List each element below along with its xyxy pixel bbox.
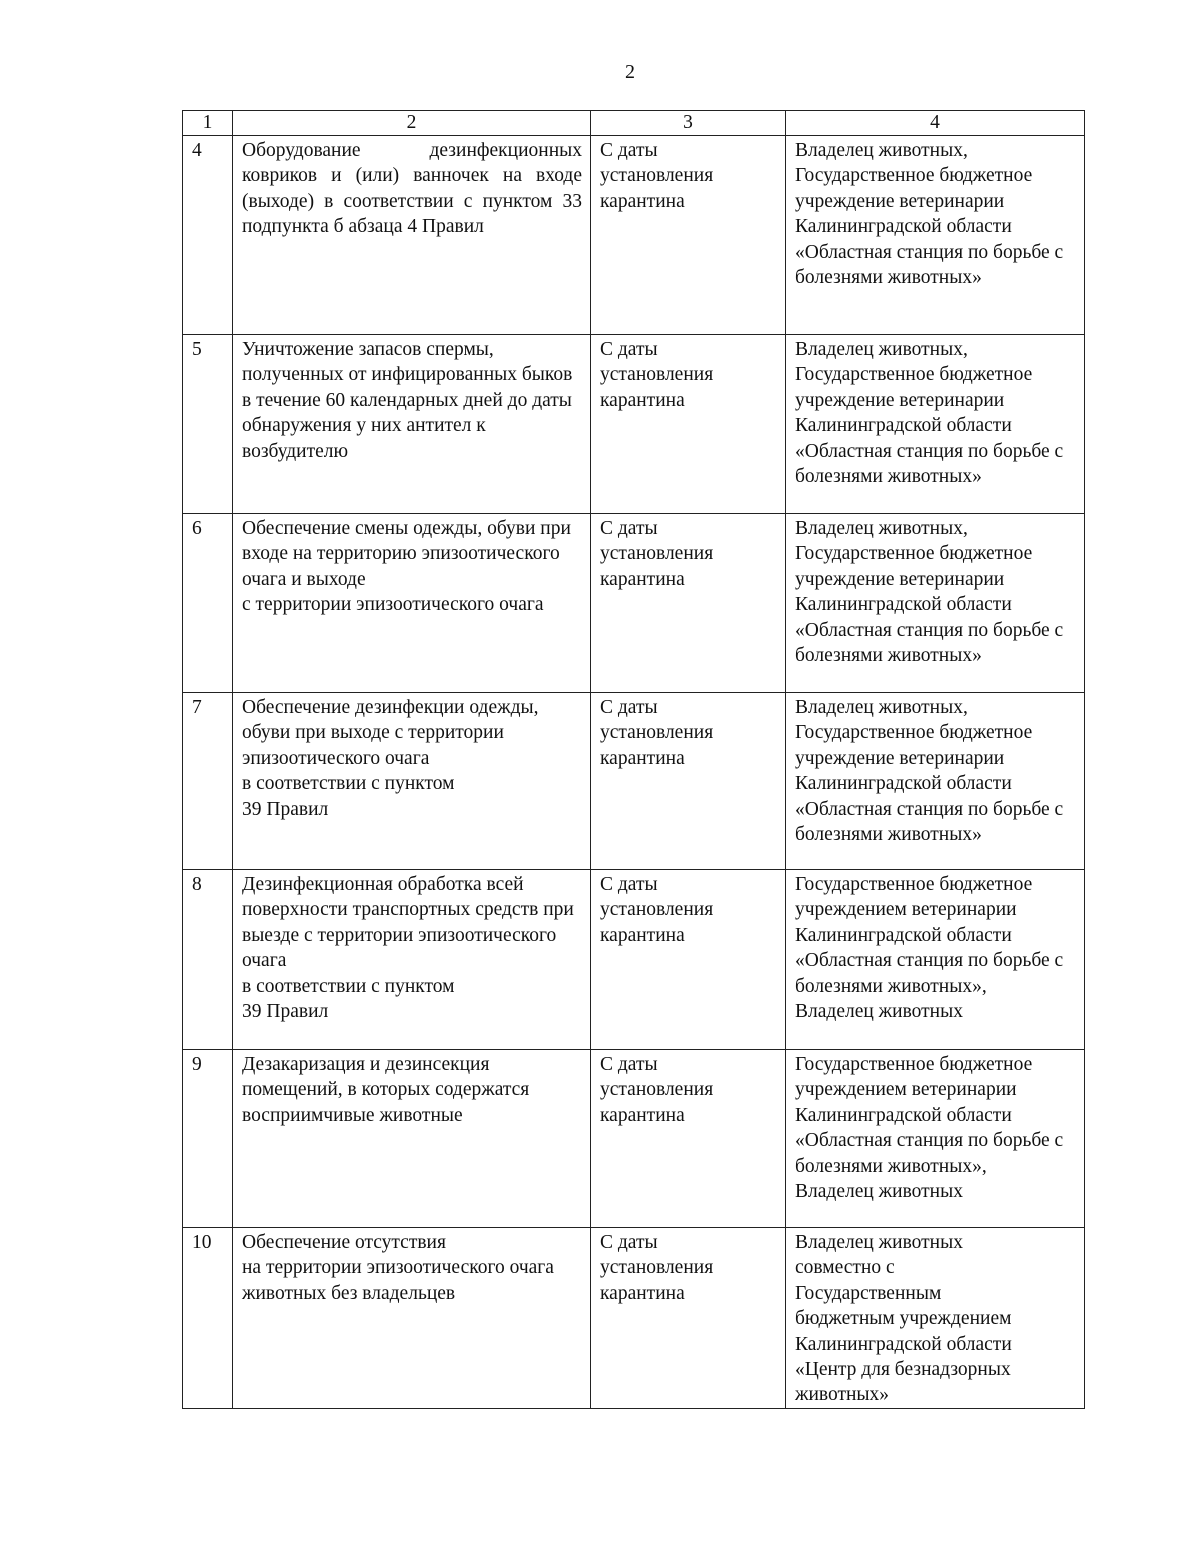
- term-cell: С даты установления карантина: [591, 514, 786, 693]
- responsible-cell: Владелец животных, Государственное бюджетное учреждение ветеринарии Калининградской области «Областная станция по борьбе с болезнями животных»: [786, 136, 1085, 335]
- row-number: 5: [183, 335, 233, 514]
- term-cell: С даты установления карантина: [591, 1228, 786, 1409]
- row-number: 7: [183, 693, 233, 870]
- measure-cell: Оборудование дезинфекционных ковриков и (или) ванночек на входе (выходе) в соответствии с пунктом 33 подпункта б абзаца 4 Правил: [233, 136, 591, 335]
- row-number: 8: [183, 870, 233, 1050]
- measure-cell: Обеспечение отсутствия на территории эпизоотического очага животных без владельцев: [233, 1228, 591, 1409]
- responsible-cell: Владелец животных, Государственное бюджетное учреждение ветеринарии Калининградской области «Областная станция по борьбе с болезнями животных»: [786, 335, 1085, 514]
- measure-cell: Дезинфекционная обработка всей поверхности транспортных средств при выезде с территории эпизоотического очага в соответствии с пунктом 39 Правил: [233, 870, 591, 1050]
- term-cell: С даты установления карантина: [591, 335, 786, 514]
- term-cell: С даты установления карантина: [591, 1050, 786, 1228]
- page-number: 2: [625, 61, 635, 83]
- responsible-cell: Государственное бюджетное учреждением ветеринарии Калининградской области «Областная станция по борьбе с болезнями животных», Владелец животных: [786, 1050, 1085, 1228]
- table-row: [183, 693, 1085, 870]
- table-row: [183, 335, 1085, 514]
- header-col-3: 3: [591, 111, 786, 136]
- responsible-cell: Владелец животных, Государственное бюджетное учреждение ветеринарии Калининградской области «Областная станция по борьбе с болезнями животных»: [786, 514, 1085, 693]
- header-col-2: 2: [233, 111, 591, 136]
- row-number: 6: [183, 514, 233, 693]
- table-row: [183, 136, 1085, 335]
- table-row: [183, 870, 1085, 1050]
- responsible-cell: Владелец животных совместно с Государственным бюджетным учреждением Калининградской области «Центр для безнадзорных животных»: [786, 1228, 1085, 1409]
- measure-cell: Обеспечение смены одежды, обуви при входе на территорию эпизоотического очага и выходе с территории эпизоотического очага: [233, 514, 591, 693]
- row-number: 4: [183, 136, 233, 335]
- table-row: [183, 1050, 1085, 1228]
- term-cell: С даты установления карантина: [591, 693, 786, 870]
- table-header-row: [183, 111, 1085, 136]
- term-cell: С даты установления карантина: [591, 136, 786, 335]
- responsible-cell: Государственное бюджетное учреждением ветеринарии Калининградской области «Областная станция по борьбе с болезнями животных», Владелец животных: [786, 870, 1085, 1050]
- row-number: 10: [183, 1228, 233, 1409]
- measure-cell: Уничтожение запасов спермы, полученных от инфицированных быков в течение 60 календарных дней до даты обнаружения у них антител к возбудителю: [233, 335, 591, 514]
- responsible-cell: Владелец животных, Государственное бюджетное учреждение ветеринарии Калининградской области «Областная станция по борьбе с болезнями животных»: [786, 693, 1085, 870]
- header-col-1: 1: [183, 111, 233, 136]
- row-number: 9: [183, 1050, 233, 1228]
- measure-cell: Обеспечение дезинфекции одежды, обуви при выходе с территории эпизоотического очага в соответствии с пунктом 39 Правил: [233, 693, 591, 870]
- table-row: [183, 514, 1085, 693]
- table-row: [183, 1228, 1085, 1409]
- measure-cell: Дезакаризация и дезинсекция помещений, в которых содержатся восприимчивые животные: [233, 1050, 591, 1228]
- measures-table: [182, 110, 1085, 1409]
- header-col-4: 4: [786, 111, 1085, 136]
- term-cell: С даты установления карантина: [591, 870, 786, 1050]
